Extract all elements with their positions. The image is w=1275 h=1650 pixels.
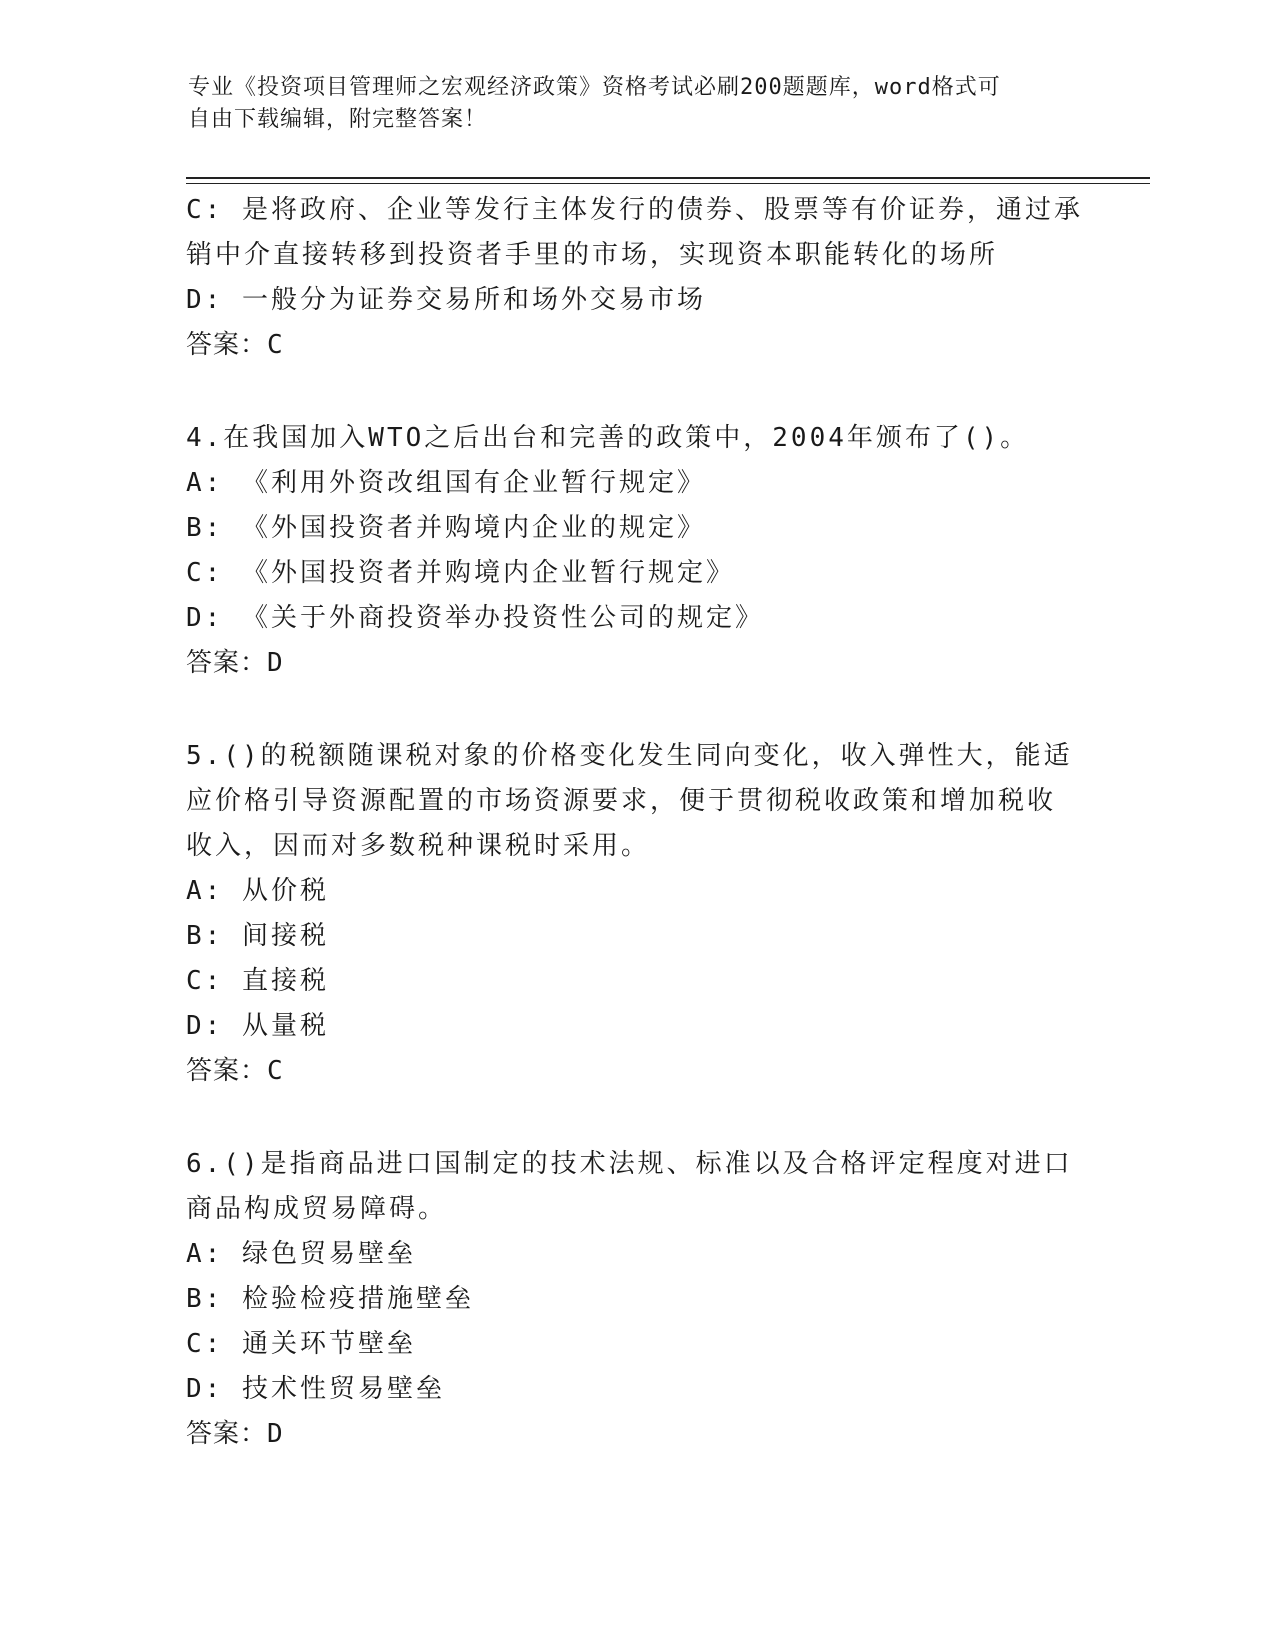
option-b: B: 检验检疫措施壁垒 [186, 1284, 474, 1314]
header-divider-thin [186, 183, 1150, 184]
question-3-continued [186, 188, 1086, 368]
question-stem-line-2: 应价格引导资源配置的市场资源要求，便于贯彻税收政策和增加税收 [186, 786, 1057, 816]
option-d: D: 技术性贸易壁垒 [186, 1374, 445, 1404]
question-stem-line-3: 收入，因而对多数税种课税时采用。 [186, 831, 651, 861]
answer: 答案：C [186, 1056, 284, 1086]
answer: 答案：D [186, 648, 284, 678]
option-d: D: 一般分为证券交易所和场外交易市场 [186, 285, 706, 315]
option-c: C: 直接税 [186, 966, 329, 996]
option-d: D: 《关于外商投资举办投资性公司的规定》 [186, 603, 764, 633]
question-4 [186, 416, 1086, 686]
option-b: B: 《外国投资者并购境内企业的规定》 [186, 513, 706, 543]
option-d: D: 从量税 [186, 1011, 329, 1041]
document-header [188, 72, 1088, 136]
spacer [186, 686, 1086, 734]
spacer [186, 368, 1086, 416]
option-a: A: 绿色贸易壁垒 [186, 1239, 416, 1269]
header-divider-thick [186, 177, 1150, 179]
question-stem-line-1: 6.()是指商品进口国制定的技术法规、标准以及合格评定程度对进口 [186, 1149, 1073, 1179]
option-a: A: 从价税 [186, 876, 329, 906]
option-b: B: 间接税 [186, 921, 329, 951]
document-body [186, 188, 1086, 1457]
question-stem-line-2: 商品构成贸易障碍。 [186, 1194, 448, 1224]
answer: 答案：C [186, 330, 284, 360]
option-c: C: 通关环节壁垒 [186, 1329, 416, 1359]
option-a: A: 《利用外资改组国有企业暂行规定》 [186, 468, 706, 498]
question-5 [186, 734, 1086, 1094]
spacer [186, 1094, 1086, 1142]
header-line-1: 专业《投资项目管理师之宏观经济政策》资格考试必刷200题题库，word格式可 [188, 75, 1001, 100]
question-stem: 4.在我国加入WTO之后出台和完善的政策中，2004年颁布了()。 [186, 423, 1030, 453]
option-c: C: 《外国投资者并购境内企业暂行规定》 [186, 558, 735, 588]
question-stem-line-1: 5.()的税额随课税对象的价格变化发生同向变化，收入弹性大，能适 [186, 741, 1073, 771]
answer: 答案：D [186, 1419, 284, 1449]
option-c-line-2: 销中介直接转移到投资者手里的市场，实现资本职能转化的场所 [186, 240, 999, 270]
header-line-2: 自由下载编辑，附完整答案！ [188, 107, 488, 132]
option-c-line-1: C: 是将政府、企业等发行主体发行的债券、股票等有价证券，通过承 [186, 195, 1083, 225]
question-6 [186, 1142, 1086, 1457]
